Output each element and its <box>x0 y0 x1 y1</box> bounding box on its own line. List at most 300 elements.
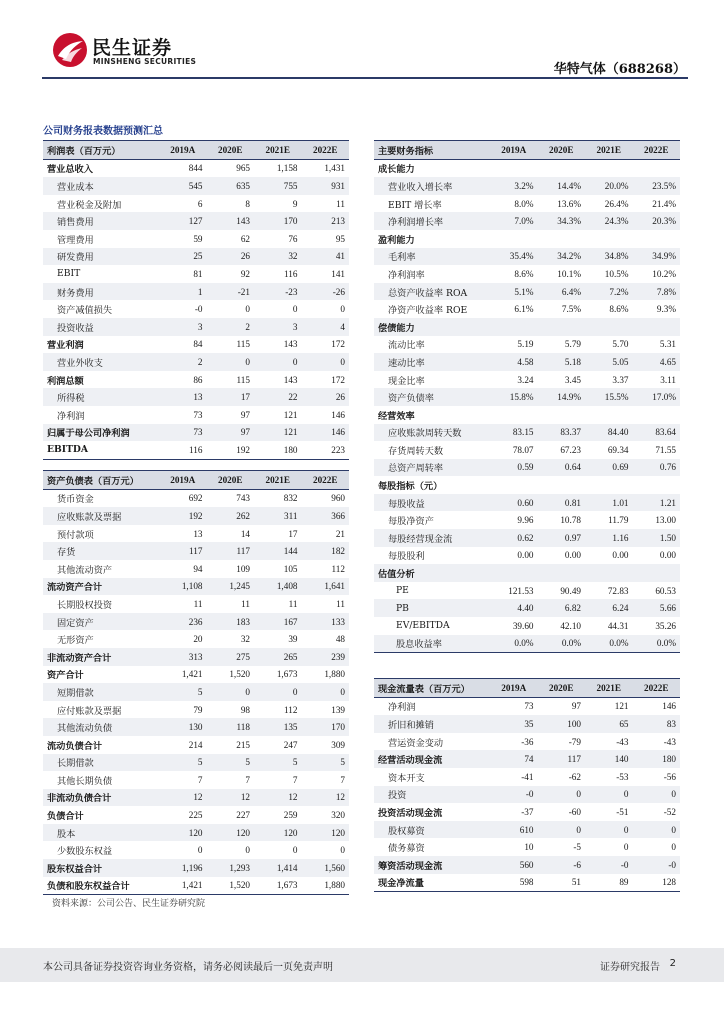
table-row <box>374 406 680 424</box>
page-header <box>0 0 724 80</box>
table-row <box>374 212 680 230</box>
row-label: 销售费用 <box>43 212 159 230</box>
value-cell: 26.4% <box>604 198 629 209</box>
value-cell: 170 <box>254 212 302 230</box>
value-cell: 635 <box>207 177 255 195</box>
value-cell <box>490 230 538 248</box>
table-row <box>43 318 349 336</box>
value-cell: 182 <box>302 542 350 560</box>
row-label: 总资产周转率 <box>374 459 490 477</box>
value-cell: 560 <box>490 856 538 874</box>
value-cell: 239 <box>302 648 350 666</box>
value-cell: 95 <box>335 233 345 244</box>
value-cell <box>633 476 681 494</box>
value-cell: 74 <box>490 750 538 768</box>
value-cell: 2 <box>207 318 255 336</box>
value-cell: 192 <box>159 507 207 525</box>
table-row <box>374 750 680 768</box>
value-cell: 692 <box>188 493 203 504</box>
value-cell: -56 <box>663 771 676 782</box>
table-row <box>374 697 680 715</box>
table-row <box>43 683 349 701</box>
value-cell: 214 <box>188 739 203 750</box>
value-cell: 8 <box>245 198 250 209</box>
value-cell: 144 <box>254 542 302 560</box>
value-cell: 112 <box>331 563 345 574</box>
row-label: 非流动负债合计 <box>43 789 159 807</box>
value-cell: 13.6% <box>557 198 581 209</box>
value-cell: 7 <box>197 774 203 785</box>
value-cell: 247 <box>283 739 298 750</box>
row-label: 存货 <box>43 542 159 560</box>
value-cell <box>585 476 633 494</box>
row-label: 利润总额 <box>47 375 84 387</box>
row-label: 净利润 <box>57 410 85 422</box>
value-cell: 65 <box>585 715 633 733</box>
row-label: 现金比率 <box>388 375 425 387</box>
table-row <box>374 856 680 874</box>
value-cell: -26 <box>302 283 350 301</box>
value-cell: 10 <box>524 842 534 853</box>
value-cell: 225 <box>188 810 203 821</box>
table-row <box>43 824 349 842</box>
value-cell <box>538 230 586 248</box>
value-cell: 1,520 <box>207 877 255 895</box>
value-cell: 0 <box>197 845 203 856</box>
year-header-cell: 2019A <box>490 141 538 160</box>
value-cell: 1,560 <box>302 859 350 877</box>
value-cell: 121 <box>283 409 298 420</box>
value-cell: 180 <box>254 441 302 459</box>
value-cell: 755 <box>254 177 302 195</box>
value-cell: 143 <box>283 374 298 385</box>
income-statement-table <box>43 140 349 460</box>
value-cell: 7.0% <box>490 212 538 230</box>
value-cell: 3 <box>159 318 207 336</box>
row-label: EV/EBITDA <box>396 620 450 632</box>
value-cell: 0.00 <box>564 550 581 561</box>
value-cell: 598 <box>490 874 538 892</box>
value-cell: 81 <box>193 268 203 279</box>
value-cell: 13.00 <box>655 515 676 526</box>
value-cell: 130 <box>159 718 207 736</box>
table-row <box>43 841 349 859</box>
value-cell <box>585 230 633 248</box>
value-cell: 12 <box>254 789 302 807</box>
value-cell: 14 <box>240 528 250 539</box>
value-cell: 139 <box>331 704 345 715</box>
value-cell: 14.4% <box>538 177 586 195</box>
table-row <box>43 595 349 613</box>
value-cell: 1,520 <box>229 669 250 680</box>
table-row <box>43 877 349 895</box>
year-header-cell: 2020E <box>207 471 255 490</box>
row-label: 毛利率 <box>374 248 490 266</box>
value-cell: 100 <box>538 715 586 733</box>
table-row <box>43 283 349 301</box>
table-row <box>43 525 349 543</box>
value-cell: 0 <box>207 683 255 701</box>
value-cell: 13 <box>159 388 207 406</box>
table-row <box>43 771 349 789</box>
value-cell: 83.37 <box>538 424 586 442</box>
value-cell: 1.01 <box>585 494 633 512</box>
table-row <box>374 874 680 892</box>
table-row <box>43 336 349 354</box>
row-label: 非流动资产合计 <box>43 648 159 666</box>
value-cell: 97 <box>207 424 255 442</box>
table-row <box>43 230 349 248</box>
value-cell: -36 <box>521 736 534 747</box>
year-header-cell: 2020E <box>207 141 255 160</box>
value-cell: -79 <box>568 736 581 747</box>
value-cell <box>633 159 681 177</box>
table-title-cell: 资产负债表（百万元） <box>43 471 159 490</box>
value-cell: 5 <box>159 683 207 701</box>
value-cell: 0 <box>623 842 629 853</box>
table-header-row <box>43 141 349 160</box>
year-header-cell: 2021E <box>585 141 633 160</box>
year-header-cell: 2021E <box>254 141 302 160</box>
table-row <box>43 441 349 459</box>
row-label: 每股净资产 <box>388 516 434 528</box>
value-cell: 140 <box>585 750 633 768</box>
row-label: 债务募资 <box>388 843 425 855</box>
table-row <box>374 564 680 582</box>
value-cell: 7 <box>340 774 345 785</box>
value-cell: 5 <box>254 754 302 772</box>
row-label: 成长能力 <box>378 164 415 176</box>
value-cell: 8.0% <box>514 198 534 209</box>
table-row <box>43 489 349 507</box>
value-cell: 35.26 <box>655 620 676 631</box>
value-cell: -5 <box>573 842 581 853</box>
value-cell: 6.4% <box>538 283 586 301</box>
value-cell: 1,880 <box>302 877 350 895</box>
row-label: 资产合计 <box>47 670 84 682</box>
value-cell: 0.69 <box>585 459 633 477</box>
value-cell: 545 <box>159 177 207 195</box>
value-cell: 0 <box>292 845 298 856</box>
row-label: 投资活动现金流 <box>378 807 443 819</box>
value-cell: 215 <box>236 739 250 750</box>
row-label: 营业税金及附加 <box>57 199 122 211</box>
value-cell: 13 <box>193 528 203 539</box>
table-row <box>374 786 680 804</box>
year-header-cell: 2021E <box>254 471 302 490</box>
value-cell: 0 <box>633 786 681 804</box>
value-cell: 6.82 <box>538 599 586 617</box>
row-label: PB <box>374 599 490 617</box>
row-label: 股本 <box>43 824 159 842</box>
value-cell: -23 <box>254 283 302 301</box>
value-cell: 960 <box>331 493 345 504</box>
logo-text-cn: 民生证券 <box>92 37 173 59</box>
value-cell: 22 <box>254 388 302 406</box>
value-cell: 366 <box>302 507 350 525</box>
table-row <box>374 599 680 617</box>
value-cell <box>490 476 538 494</box>
value-cell: 86 <box>193 374 203 385</box>
value-cell: 6.24 <box>585 599 633 617</box>
value-cell: 0 <box>254 683 302 701</box>
value-cell <box>633 406 681 424</box>
value-cell: 34.8% <box>585 248 633 266</box>
value-cell: 0.81 <box>538 494 586 512</box>
value-cell: 17 <box>207 388 255 406</box>
table-row <box>374 318 680 336</box>
value-cell: 7 <box>292 774 298 785</box>
table-row <box>43 560 349 578</box>
row-label: 投资收益 <box>43 318 159 336</box>
row-label: 资产减值损失 <box>57 305 113 317</box>
value-cell: 60.53 <box>655 585 676 596</box>
table-row <box>374 441 680 459</box>
table-row <box>374 733 680 751</box>
table-row <box>43 507 349 525</box>
value-cell: 34.9% <box>633 248 681 266</box>
value-cell: 1,431 <box>324 163 345 174</box>
table-row <box>43 371 349 389</box>
value-cell: 115 <box>236 339 250 350</box>
value-cell: 0.0% <box>490 635 538 653</box>
value-cell: 1,673 <box>254 877 302 895</box>
value-cell: 146 <box>331 409 345 420</box>
value-cell: 34.2% <box>538 248 586 266</box>
value-cell: -43 <box>616 736 629 747</box>
table-header-row <box>374 141 680 160</box>
value-cell: 143 <box>207 212 255 230</box>
value-cell: 0.62 <box>490 529 538 547</box>
value-cell: 3.2% <box>490 177 538 195</box>
value-cell: 931 <box>302 177 350 195</box>
value-cell: -43 <box>663 736 676 747</box>
value-cell: 121 <box>254 424 302 442</box>
value-cell: 320 <box>331 810 345 821</box>
value-cell <box>585 318 633 336</box>
value-cell: -52 <box>663 806 676 817</box>
table-row <box>374 547 680 565</box>
value-cell: 105 <box>283 563 298 574</box>
value-cell: 143 <box>283 339 298 350</box>
row-label: 所得税 <box>43 388 159 406</box>
value-cell: 15.8% <box>490 388 538 406</box>
row-label: 现金净流量 <box>374 874 490 892</box>
value-cell: 127 <box>159 212 207 230</box>
row-label: EBIT <box>57 268 81 280</box>
value-cell: 2 <box>159 353 207 371</box>
value-cell: 275 <box>207 648 255 666</box>
value-cell: 44.31 <box>607 620 629 631</box>
value-cell: 1,421 <box>159 877 207 895</box>
value-cell <box>538 159 586 177</box>
value-cell: 11 <box>193 598 203 609</box>
value-cell: 11 <box>336 198 345 209</box>
company-name: 华特气体（688268） <box>553 62 686 77</box>
table-header-row <box>43 471 349 490</box>
value-cell: 7.2% <box>585 283 633 301</box>
table-row <box>43 701 349 719</box>
value-cell: 844 <box>188 163 203 174</box>
value-cell: 0.0% <box>538 635 586 653</box>
value-cell: -53 <box>616 771 629 782</box>
table-row <box>43 578 349 596</box>
value-cell: 11 <box>336 598 345 609</box>
row-label: 负债合计 <box>47 811 84 823</box>
value-cell: 117 <box>538 750 586 768</box>
value-cell: 965 <box>236 163 250 174</box>
value-cell: 73 <box>524 701 534 712</box>
table-row <box>374 635 680 653</box>
row-label: 净资产收益率 ROE <box>388 305 468 317</box>
row-label: 存货周转天数 <box>388 445 444 457</box>
value-cell: 313 <box>159 648 207 666</box>
value-cell: 118 <box>207 718 255 736</box>
value-cell <box>585 406 633 424</box>
value-cell <box>490 564 538 582</box>
table-title-cell: 利润表（百万元） <box>43 141 159 160</box>
value-cell: 0 <box>302 683 350 701</box>
value-cell: 5.66 <box>633 599 681 617</box>
value-cell: 5.18 <box>538 353 586 371</box>
value-cell: 223 <box>302 441 350 459</box>
table-row <box>43 648 349 666</box>
row-label: 总资产收益率 ROA <box>374 283 490 301</box>
value-cell: 69.34 <box>607 444 629 455</box>
value-cell: 17 <box>288 528 298 539</box>
value-cell: 4 <box>302 318 350 336</box>
value-cell: 1,421 <box>181 669 203 680</box>
table-row <box>374 476 680 494</box>
row-label: 流动资产合计 <box>43 578 159 596</box>
table-row <box>374 300 680 318</box>
row-label: 负债和股东权益合计 <box>43 877 159 895</box>
value-cell: 0 <box>245 304 250 315</box>
row-label: 流动比率 <box>388 340 425 352</box>
value-cell: 3.11 <box>660 374 676 385</box>
value-cell: 610 <box>490 821 538 839</box>
value-cell: 146 <box>302 424 350 442</box>
value-cell: 0 <box>585 786 633 804</box>
value-cell: 98 <box>240 704 250 715</box>
value-cell: 6 <box>197 198 203 209</box>
table-row <box>43 195 349 213</box>
year-header-cell: 2021E <box>585 679 633 698</box>
value-cell: 141 <box>331 268 345 279</box>
row-label: 短期借款 <box>43 683 159 701</box>
table-row <box>43 736 349 754</box>
value-cell: 1.50 <box>633 529 681 547</box>
table-row <box>43 806 349 824</box>
table-row <box>374 230 680 248</box>
value-cell: 4.40 <box>490 599 538 617</box>
value-cell: 39.60 <box>512 620 534 631</box>
row-label: 净利润 <box>388 702 416 714</box>
table-row <box>43 859 349 877</box>
value-cell: 32 <box>254 248 302 266</box>
row-label: 营业利润 <box>47 340 84 352</box>
table-row <box>374 494 680 512</box>
value-cell: 120 <box>207 824 255 842</box>
year-header-cell: 2022E <box>633 679 681 698</box>
value-cell: 8.6% <box>609 304 629 315</box>
table-row <box>43 613 349 631</box>
value-cell: 3 <box>254 318 302 336</box>
value-cell: -0 <box>490 786 538 804</box>
value-cell <box>633 318 681 336</box>
table-row <box>43 754 349 772</box>
value-cell: 3.24 <box>517 374 534 385</box>
row-label: 管理费用 <box>57 234 94 246</box>
value-cell: 0 <box>633 821 681 839</box>
value-cell: 172 <box>331 339 345 350</box>
value-cell: 5 <box>207 754 255 772</box>
header-divider <box>42 77 688 79</box>
table-row <box>374 511 680 529</box>
value-cell: 9 <box>292 198 298 209</box>
value-cell: 5.05 <box>585 353 633 371</box>
value-cell: 83.15 <box>490 424 538 442</box>
row-label: 其他流动负债 <box>43 718 159 736</box>
table-row <box>374 582 680 600</box>
table-row <box>43 248 349 266</box>
row-label: 无形资产 <box>57 635 94 647</box>
value-cell: 72.83 <box>607 585 629 596</box>
row-label: 营业收入增长率 <box>374 177 490 195</box>
value-cell: 0.97 <box>538 529 586 547</box>
value-cell: 120 <box>254 824 302 842</box>
value-cell: 183 <box>207 613 255 631</box>
row-label: EBIT 增长率 <box>388 199 442 211</box>
table-row <box>43 424 349 442</box>
row-label: 资产负债率 <box>374 388 490 406</box>
financial-ratios-table <box>374 140 680 653</box>
value-cell: 11 <box>288 598 298 609</box>
value-cell: 10.1% <box>557 268 581 279</box>
row-label: 营业成本 <box>43 177 159 195</box>
minsheng-logo <box>52 32 197 68</box>
row-label: 股东权益合计 <box>43 859 159 877</box>
row-label: 每股经营现金流 <box>374 529 490 547</box>
value-cell: 5 <box>302 754 350 772</box>
value-cell: 167 <box>254 613 302 631</box>
table-row <box>374 459 680 477</box>
data-source-note: 资料来源：公司公告、民生证券研究院 <box>52 899 206 909</box>
value-cell: 78.07 <box>512 444 534 455</box>
table-row <box>374 371 680 389</box>
value-cell: 94 <box>193 563 203 574</box>
value-cell: 1.21 <box>633 494 681 512</box>
value-cell: 0.0% <box>633 635 681 653</box>
value-cell: 1.16 <box>585 529 633 547</box>
value-cell: 3.37 <box>612 374 629 385</box>
value-cell: 39 <box>288 634 298 645</box>
year-header-cell: 2022E <box>302 471 350 490</box>
value-cell: -60 <box>568 806 581 817</box>
value-cell: 24.3% <box>585 212 633 230</box>
row-label: 预付款项 <box>57 529 94 541</box>
value-cell: 89 <box>585 874 633 892</box>
row-label: 归属于母公司净利润 <box>43 424 159 442</box>
table-row <box>374 768 680 786</box>
value-cell <box>585 564 633 582</box>
year-header-cell: 2022E <box>633 141 681 160</box>
value-cell: 0.60 <box>490 494 538 512</box>
value-cell: 5.31 <box>659 339 676 350</box>
value-cell: 180 <box>633 750 681 768</box>
value-cell: 0 <box>538 786 586 804</box>
row-label: 货币资金 <box>57 494 94 506</box>
